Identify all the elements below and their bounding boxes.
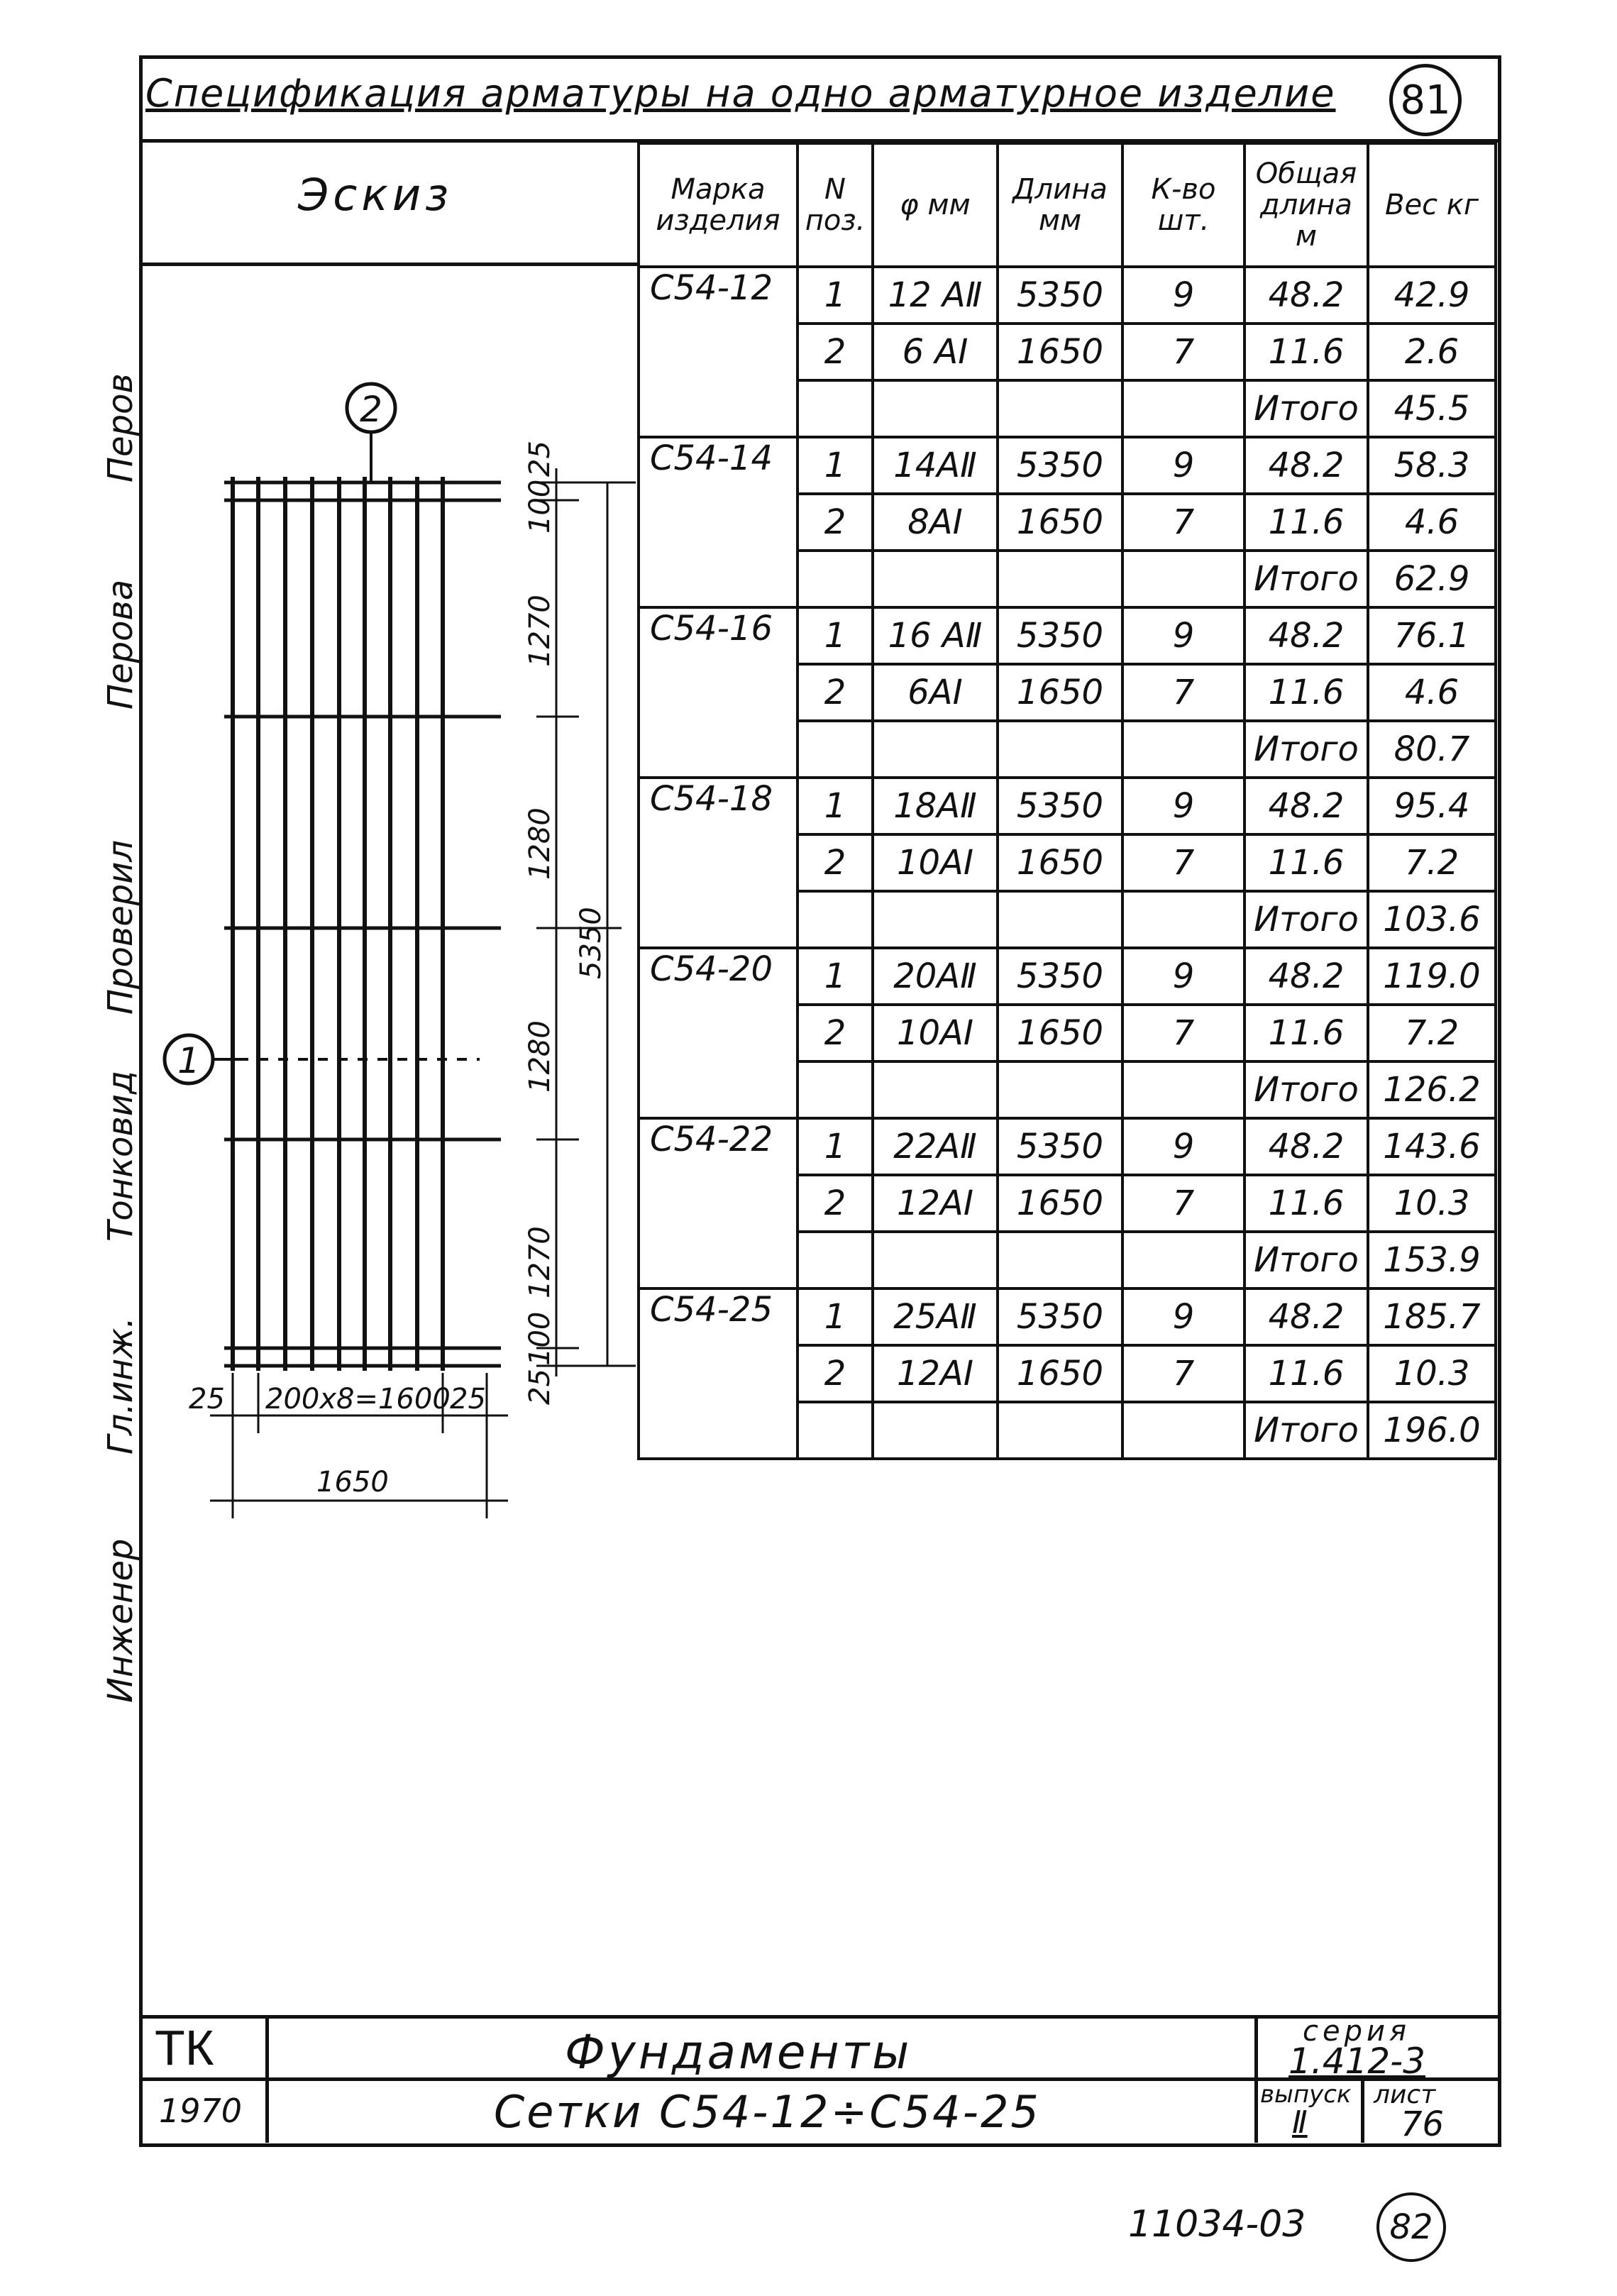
cell-count: 9 (1122, 1288, 1245, 1345)
cell-total-length: 48.2 (1245, 778, 1368, 834)
specification-table (637, 142, 1497, 1460)
total-label: Итого (1245, 380, 1368, 437)
callout-1-label: 1 (177, 1040, 200, 1081)
cell-weight: 58.3 (1368, 437, 1496, 494)
table-body (639, 267, 1496, 1459)
cell-length: 5350 (998, 607, 1122, 664)
table-row (639, 607, 1496, 664)
cell-diameter: 12AⅠ (873, 1345, 998, 1402)
mark-cell: С54-25 (639, 1288, 798, 1459)
mark-cell: С54-22 (639, 1118, 798, 1288)
total-label: Итого (1245, 1061, 1368, 1118)
side-label-checked: Проверил (101, 839, 140, 1015)
cell-count: 9 (1122, 1118, 1245, 1175)
cell-pos: 2 (798, 1345, 873, 1402)
cell-pos: 2 (798, 494, 873, 551)
cell-count: 9 (1122, 437, 1245, 494)
mesh-sketch (139, 270, 636, 1547)
cell-weight: 10.3 (1368, 1345, 1496, 1402)
cell-pos: 1 (798, 607, 873, 664)
side-label-perova: Перова (101, 579, 140, 710)
cell-count: 7 (1122, 324, 1245, 380)
cell-count: 7 (1122, 1345, 1245, 1402)
archive-page-circle: 82 (1376, 2192, 1446, 2262)
cell-pos: 2 (798, 1005, 873, 1061)
side-label-perov: Перов (101, 373, 140, 482)
cell-total-length: 48.2 (1245, 948, 1368, 1005)
cell-pos: 2 (798, 324, 873, 380)
total-weight: 126.2 (1368, 1061, 1496, 1118)
dim-right-25: 25 (450, 1383, 486, 1415)
dim-total-5350: 5350 (575, 907, 607, 979)
cell-count: 9 (1122, 607, 1245, 664)
cell-pos: 1 (798, 267, 873, 324)
cell-total-length: 11.6 (1245, 834, 1368, 891)
cell-pos: 2 (798, 1175, 873, 1232)
cell-total-length: 11.6 (1245, 494, 1368, 551)
table-header-row (639, 143, 1496, 267)
cell-length: 1650 (998, 664, 1122, 721)
cell-pos: 2 (798, 834, 873, 891)
total-label: Итого (1245, 1232, 1368, 1288)
total-label: Итого (1245, 721, 1368, 778)
col-header-weight: Вес кг (1368, 143, 1496, 267)
total-weight: 153.9 (1368, 1232, 1496, 1288)
total-label: Итого (1245, 551, 1368, 607)
cell-diameter: 8AⅠ (873, 494, 998, 551)
col-header-total-length: Общая длина м (1245, 143, 1368, 267)
mark-cell: С54-20 (639, 948, 798, 1118)
cell-length: 5350 (998, 437, 1122, 494)
cell-length: 5350 (998, 1118, 1122, 1175)
col-header-count: К-во шт. (1122, 143, 1245, 267)
cell-length: 5350 (998, 1288, 1122, 1345)
mark-cell: С54-18 (639, 778, 798, 948)
dim-width-1650: 1650 (316, 1466, 389, 1499)
dim-spacing: 200x8=1600 (265, 1383, 451, 1415)
table-row (639, 437, 1496, 494)
total-weight: 62.9 (1368, 551, 1496, 607)
table-row (639, 267, 1496, 324)
title-block (139, 2015, 1498, 2143)
cell-total-length: 48.2 (1245, 437, 1368, 494)
cell-length: 1650 (998, 1345, 1122, 1402)
dim-1280-a: 1280 (524, 807, 556, 880)
mark-cell: С54-16 (639, 607, 798, 778)
cell-length: 1650 (998, 494, 1122, 551)
issue-label: выпуск (1260, 2080, 1352, 2109)
cell-length: 1650 (998, 1175, 1122, 1232)
series-label: серия (1303, 2015, 1411, 2048)
cell-pos: 1 (798, 778, 873, 834)
issue-value: Ⅱ (1292, 2104, 1308, 2141)
cell-weight: 185.7 (1368, 1288, 1496, 1345)
cell-weight: 95.4 (1368, 778, 1496, 834)
cell-length: 1650 (998, 324, 1122, 380)
cell-count: 7 (1122, 494, 1245, 551)
callout-2 (347, 384, 395, 482)
dim-1280-b: 1280 (524, 1020, 556, 1093)
cell-diameter: 18AⅡ (873, 778, 998, 834)
cell-weight: 4.6 (1368, 664, 1496, 721)
series-value: 1.412-3 (1288, 2041, 1425, 2082)
dim-left-25: 25 (189, 1383, 225, 1415)
cell-weight: 7.2 (1368, 834, 1496, 891)
cell-pos: 1 (798, 948, 873, 1005)
cell-total-length: 11.6 (1245, 1005, 1368, 1061)
year: 1970 (159, 2092, 243, 2130)
table-row (639, 1288, 1496, 1345)
cell-diameter: 25AⅡ (873, 1288, 998, 1345)
callout-2-label: 2 (360, 389, 382, 430)
cell-total-length: 11.6 (1245, 1345, 1368, 1402)
dim-1270-a: 1270 (524, 595, 556, 667)
archive-code: 11034-03 (1128, 2203, 1306, 2246)
cell-length: 5350 (998, 948, 1122, 1005)
specification-title: Спецификация арматуры на одно арматурное изделие (145, 71, 1336, 116)
cell-diameter: 6AⅠ (873, 664, 998, 721)
side-label-chief: Гл.инж. (101, 1317, 140, 1455)
side-label-tonkovid: Тонковид (101, 1070, 140, 1242)
cell-total-length: 11.6 (1245, 664, 1368, 721)
cell-count: 7 (1122, 664, 1245, 721)
cell-length: 1650 (998, 834, 1122, 891)
total-weight: 45.5 (1368, 380, 1496, 437)
sheet-number-circle: 81 (1389, 64, 1462, 136)
cell-count: 9 (1122, 267, 1245, 324)
cell-weight: 7.2 (1368, 1005, 1496, 1061)
cell-total-length: 11.6 (1245, 324, 1368, 380)
cell-count: 9 (1122, 948, 1245, 1005)
total-weight: 80.7 (1368, 721, 1496, 778)
table-row (639, 948, 1496, 1005)
cell-total-length: 48.2 (1245, 267, 1368, 324)
sheet-label: лист (1374, 2080, 1436, 2109)
cell-length: 5350 (998, 267, 1122, 324)
total-label: Итого (1245, 1402, 1368, 1459)
signature-strip (101, 305, 140, 2150)
cell-pos: 1 (798, 1118, 873, 1175)
dim-1270-b: 1270 (524, 1226, 556, 1298)
col-header-length: Длина мм (998, 143, 1122, 267)
sheet-value: 76 (1401, 2104, 1445, 2144)
cell-weight: 4.6 (1368, 494, 1496, 551)
table-row (639, 778, 1496, 834)
col-header-mark: Марка изделия (639, 143, 798, 267)
dim-100-top: 100 (524, 479, 556, 534)
cell-pos: 2 (798, 664, 873, 721)
cell-count: 7 (1122, 834, 1245, 891)
cell-total-length: 11.6 (1245, 1175, 1368, 1232)
cell-diameter: 10AⅠ (873, 1005, 998, 1061)
cell-diameter: 12AⅠ (873, 1175, 998, 1232)
cell-weight: 2.6 (1368, 324, 1496, 380)
cell-diameter: 20AⅡ (873, 948, 998, 1005)
longitudinal-bars (233, 477, 443, 1371)
cell-total-length: 48.2 (1245, 1288, 1368, 1345)
cell-diameter: 16 AⅡ (873, 607, 998, 664)
mark-cell: С54-14 (639, 437, 798, 607)
sheet-name: Сетки С54-12÷С54-25 (494, 2086, 1041, 2138)
side-label-engineer: Инженер (101, 1538, 140, 1703)
total-weight: 196.0 (1368, 1402, 1496, 1459)
cell-diameter: 6 AⅠ (873, 324, 998, 380)
cell-pos: 1 (798, 1288, 873, 1345)
cell-weight: 76.1 (1368, 607, 1496, 664)
cell-weight: 119.0 (1368, 948, 1496, 1005)
cell-diameter: 10AⅠ (873, 834, 998, 891)
total-label: Итого (1245, 891, 1368, 948)
cell-weight: 143.6 (1368, 1118, 1496, 1175)
dim-top-25: 25 (524, 441, 556, 477)
mark-cell: С54-12 (639, 267, 798, 437)
sketch-heading: Эскиз (298, 169, 453, 221)
cell-weight: 42.9 (1368, 267, 1496, 324)
cell-count: 9 (1122, 778, 1245, 834)
cell-pos: 1 (798, 437, 873, 494)
cell-diameter: 14AⅡ (873, 437, 998, 494)
col-header-pos: N поз. (798, 143, 873, 267)
object-name: Фундаменты (565, 2025, 912, 2080)
cell-count: 7 (1122, 1005, 1245, 1061)
cell-length: 5350 (998, 778, 1122, 834)
cell-total-length: 48.2 (1245, 1118, 1368, 1175)
total-weight: 103.6 (1368, 891, 1496, 948)
cell-length: 1650 (998, 1005, 1122, 1061)
cell-diameter: 22AⅡ (873, 1118, 998, 1175)
sketch-header-rule (139, 263, 637, 266)
cell-weight: 10.3 (1368, 1175, 1496, 1232)
col-header-diameter: φ мм (873, 143, 998, 267)
cell-count: 7 (1122, 1175, 1245, 1232)
callout-1 (165, 1035, 238, 1083)
org-code: ТК (155, 2020, 214, 2075)
cell-total-length: 48.2 (1245, 607, 1368, 664)
table-row (639, 1118, 1496, 1175)
dim-100-bottom: 100 (524, 1311, 556, 1366)
dim-bottom-25: 25 (524, 1369, 556, 1405)
cell-diameter: 12 AⅡ (873, 267, 998, 324)
